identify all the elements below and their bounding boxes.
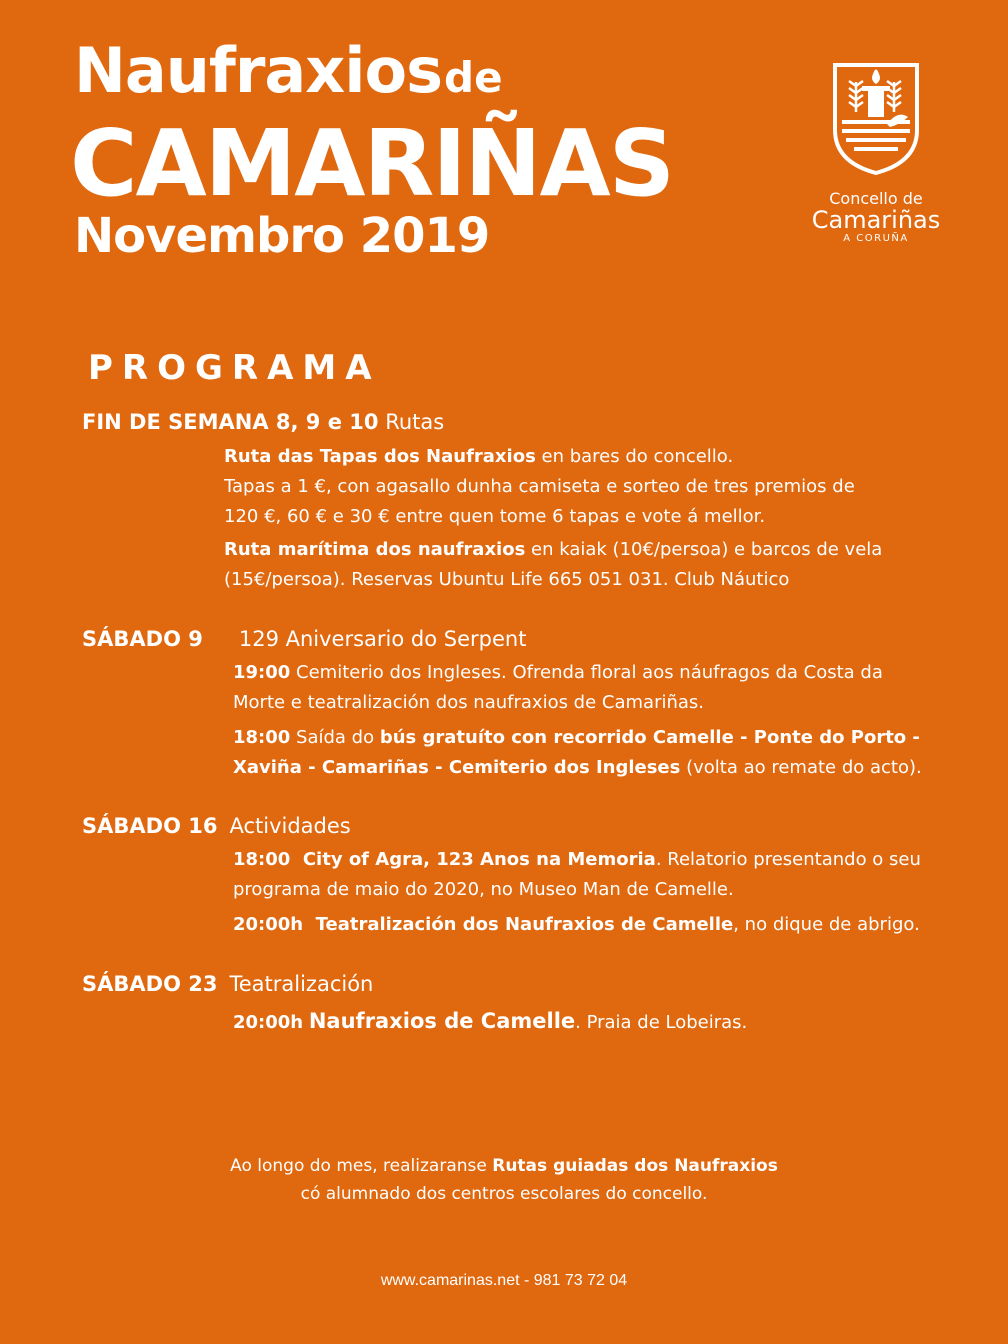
item-text: programa de maio do 2020, no Museo Man de Camelle. [233, 879, 734, 900]
footer-text: Ao longo do mes, realizaranse [230, 1156, 493, 1176]
title-naufraxios: Naufraxios [74, 34, 442, 107]
item-text: 120 €, 60 € e 30 € entre quen tome 6 tapas e vote á mellor. [224, 506, 766, 527]
item-bold: Ruta das Tapas dos Naufraxios [224, 446, 536, 467]
item-bold: 20:00h [233, 1012, 304, 1033]
footer-note [0, 1152, 1008, 1208]
section-day: SÁBADO 16 [82, 814, 218, 838]
item-text: (15€/persoa). Reservas Ubuntu Life 665 051 031. Club Náutico [224, 569, 790, 590]
item-teatralizacion-camelle [233, 910, 920, 940]
item-city-of-agra [233, 845, 921, 905]
section-label: 129 Aniversario do Serpent [238, 627, 527, 651]
section-sabado-16-heading [82, 814, 351, 838]
footer-bold: Rutas guiadas dos Naufraxios [492, 1156, 778, 1176]
item-text: Cemiterio dos Ingleses. Ofrenda floral aos náufragos da Costa da [290, 662, 883, 683]
item-text: Morte e teatralización dos naufraxios de Camariñas. [233, 692, 705, 713]
item-text: en bares do concello. [535, 446, 734, 467]
section-label: Teatralización [229, 972, 374, 996]
section-day: SÁBADO 9 [82, 627, 203, 651]
item-cemiterio [233, 658, 883, 718]
item-text: (volta ao remate do acto). [680, 757, 922, 778]
title-line-1 [74, 34, 503, 107]
section-sabado-9-heading [82, 627, 526, 651]
item-bold: 18:00 City of Agra, 123 Anos na Memoria [233, 849, 656, 870]
logo-camarinas: Camariñas [811, 205, 941, 234]
title-de: de [444, 53, 503, 102]
section-label: Actividades [229, 814, 351, 838]
contact-line: www.camarinas.net - 981 73 72 04 [380, 1272, 628, 1289]
section-day: SÁBADO 23 [82, 972, 218, 996]
item-text: . Relatorio presentando o seu [655, 849, 921, 870]
title-date: Novembro 2019 [74, 208, 490, 264]
item-text: Tapas a 1 €, con agasallo dunha camiseta e sorteo de tres premios de [224, 476, 855, 497]
item-bold: Naufraxios de Camelle [308, 1009, 576, 1033]
item-text: en kaiak (10€/persoa) e barcos de vela [525, 539, 883, 560]
item-bold: 18:00 [233, 727, 291, 748]
item-bold: 19:00 [233, 662, 291, 683]
item-bus [233, 723, 922, 783]
item-text: . Praia de Lobeiras. [575, 1012, 748, 1033]
footer-text: có alumnado dos centros escolares do concello. [300, 1184, 708, 1204]
programa-heading: PROGRAMA [88, 348, 381, 388]
item-bold: bús gratuíto con recorrido Camelle - Ponte do Porto - [379, 727, 920, 748]
coat-of-arms-icon [832, 62, 920, 176]
item-bold: 20:00h Teatralización dos Naufraxios de Camelle [233, 914, 734, 935]
section-weekend-heading [82, 410, 444, 434]
concello-logo [800, 62, 952, 245]
item-ruta-maritima [224, 535, 882, 595]
logo-concello-de: Concello de [829, 189, 923, 208]
item-lobeiras [233, 1006, 747, 1038]
title-camarinas: CAMARIÑAS [70, 110, 673, 217]
section-sabado-23-heading [82, 972, 373, 996]
logo-a-coruna: A CORUÑA [843, 232, 909, 244]
item-ruta-tapas [224, 442, 855, 532]
section-label: Rutas [385, 410, 445, 434]
item-text: , no dique de abrigo. [733, 914, 920, 935]
section-day: FIN DE SEMANA 8, 9 e 10 [82, 410, 379, 434]
item-bold: Xaviña - Camariñas - Cemiterio dos Ingleses [233, 757, 681, 778]
item-text: Saída do [290, 727, 380, 748]
item-bold: Ruta marítima dos naufraxios [224, 539, 526, 560]
